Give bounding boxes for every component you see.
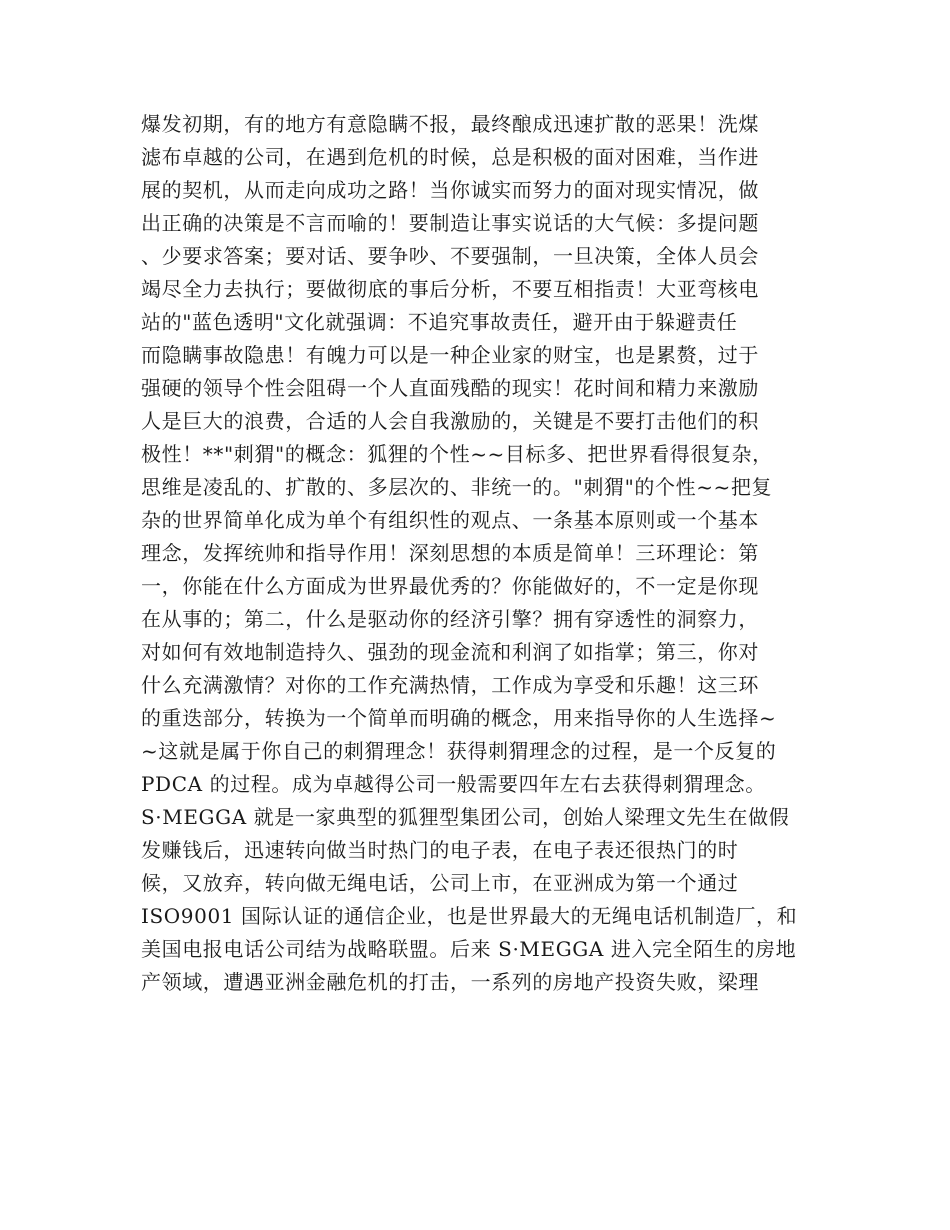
text-line: PDCA 的过程。成为卓越得公司一般需要四年左右去获得刺猬理念。 [141, 772, 766, 796]
text-line: S·MEGGA 就是一家典型的狐狸型集团公司，创始人梁理文先生在做假 [141, 805, 790, 829]
text-line: 、少要求答案；要对话、要争吵、不要强制，一旦决策，全体人员会 [141, 244, 759, 268]
text-line: 滤布卓越的公司，在遇到危机的时候，总是积极的面对困难，当作进 [141, 145, 759, 169]
text-line: 美国电报电话公司结为战略联盟。后来 S·MEGGA 进入完全陌生的房地 [141, 937, 797, 961]
text-line: 一，你能在什么方面成为世界最优秀的？你能做好的，不一定是你现 [141, 574, 759, 598]
text-line: 的重迭部分，转换为一个简单而明确的概念，用来指导你的人生选择~ [141, 706, 777, 730]
text-line: 理念，发挥统帅和指导作用！深刻思想的本质是简单！三环理论：第 [141, 541, 759, 565]
text-line: 展的契机，从而走向成功之路！当你诚实而努力的面对现实情况，做 [141, 178, 759, 202]
text-line: 爆发初期，有的地方有意隐瞒不报，最终酿成迅速扩散的恶果！洗煤 [141, 112, 759, 136]
text-line: 在从事的；第二，什么是驱动你的经济引擎？拥有穿透性的洞察力， [141, 607, 759, 631]
text-line: 什么充满激情？对你的工作充满热情，工作成为享受和乐趣！这三环 [141, 673, 759, 697]
text-line: 而隐瞒事故隐患！有魄力可以是一种企业家的财宝，也是累赘，过于 [141, 343, 759, 367]
text-line: 对如何有效地制造持久、强劲的现金流和利润了如指掌；第三，你对 [141, 640, 759, 664]
text-line: 候，又放弃，转向做无绳电话，公司上市，在亚洲成为第一个通过 [141, 871, 739, 895]
text-line: 思维是凌乱的、扩散的、多层次的、非统一的。"刺猬"的个性~~把复 [141, 475, 773, 499]
text-line: 站的"蓝色透明"文化就强调：不追究事故责任，避开由于躲避责任 [141, 310, 738, 334]
text-line: 极性！**"刺猬"的概念：狐狸的个性~~目标多、把世界看得很复杂， [141, 442, 773, 466]
text-line: ISO9001 国际认证的通信企业，也是世界最大的无绳电话机制造厂，和 [141, 904, 798, 928]
text-line: 产领域，遭遇亚洲金融危机的打击，一系列的房地产投资失败，梁理 [141, 970, 759, 994]
text-line: 竭尽全力去执行；要做彻底的事后分析，不要互相指责！大亚弯核电 [141, 277, 759, 301]
text-line: 强硬的领导个性会阻碍一个人直面残酷的现实！花时间和精力来激励 [141, 376, 759, 400]
text-line: 杂的世界简单化成为单个有组织性的观点、一条基本原则或一个基本 [141, 508, 759, 532]
body-text [141, 108, 811, 999]
text-line: ~这就是属于你自己的刺猬理念！获得刺猬理念的过程，是一个反复的 [141, 739, 777, 763]
text-line: 发赚钱后，迅速转向做当时热门的电子表，在电子表还很热门的时 [141, 838, 739, 862]
text-line: 人是巨大的浪费，合适的人会自我激励的，关键是不要打击他们的积 [141, 409, 759, 433]
text-line: 出正确的决策是不言而喻的！要制造让事实说话的大气候：多提问题 [141, 211, 759, 235]
